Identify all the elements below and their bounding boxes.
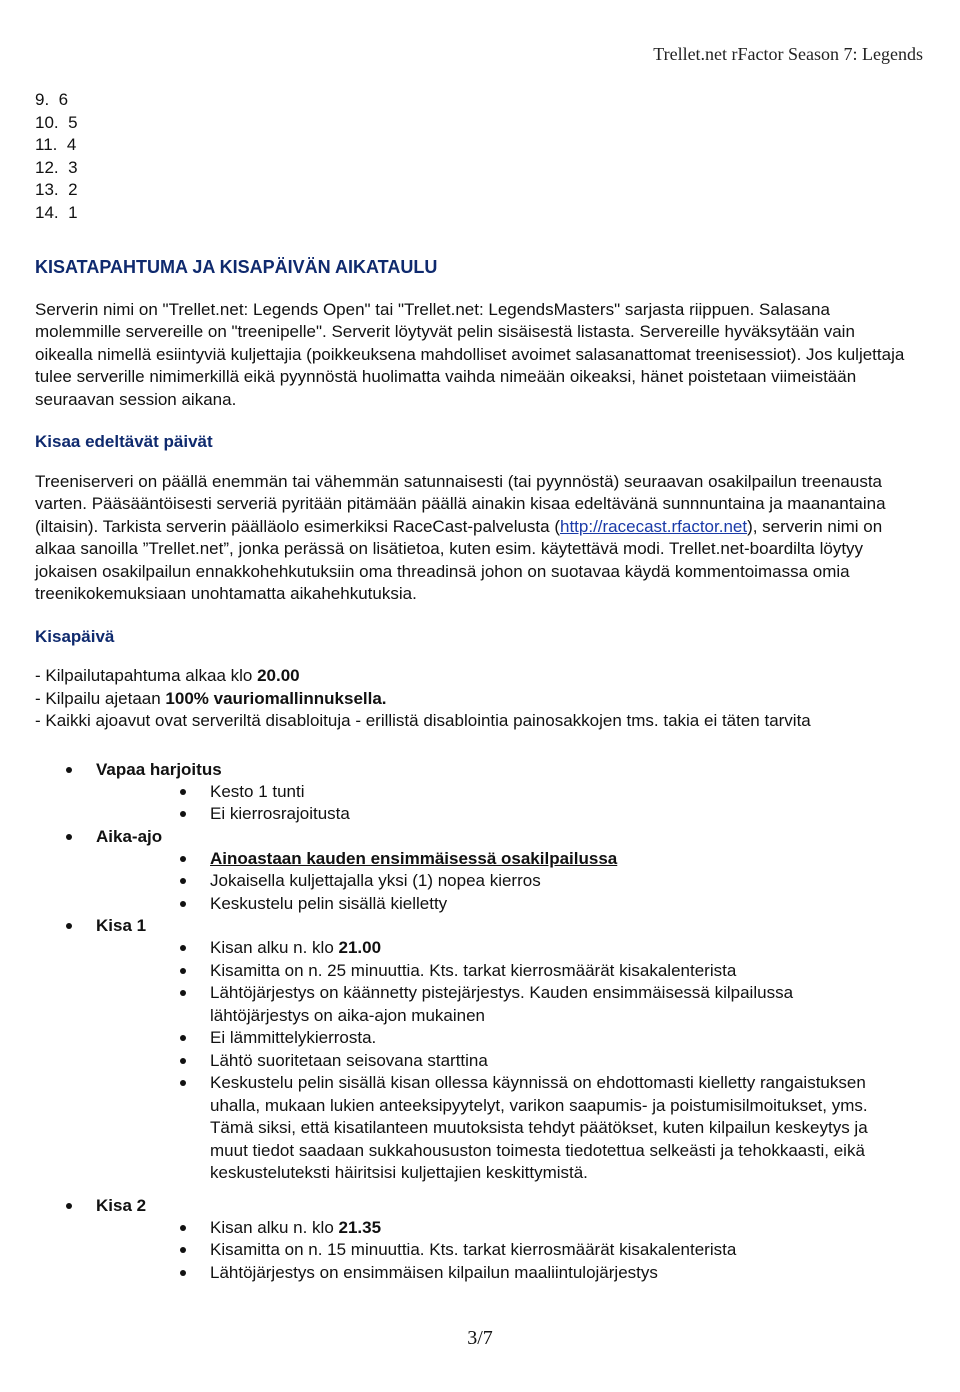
section-heading-race-day: Kisapäivä [35, 626, 115, 646]
list-item: Lähtöjärjestys on ensimmäisen kilpailun maaliintulojärjestys [35, 1262, 915, 1285]
session-race-2: Kisa 2 [35, 1195, 915, 1217]
page-header: Trellet.net rFactor Season 7: Legends [653, 44, 923, 64]
session-qualifying: Aika-ajo [35, 826, 915, 848]
list-item: Kisamitta on n. 25 minuuttia. Kts. tarkat kierrosmäärät kisakalenterista [35, 960, 915, 983]
session-list [35, 759, 915, 1285]
racecast-link[interactable]: http://racecast.rfactor.net [559, 516, 748, 536]
list-item: 14. 1 [35, 202, 78, 222]
list-item: Ei kierrosrajoitusta [35, 803, 915, 826]
bullet-icon [180, 945, 186, 951]
bullet-icon [66, 767, 72, 773]
bullet-icon [180, 1058, 186, 1064]
rule-line: - Kilpailu ajetaan 100% vauriomallinnuksella. [35, 688, 387, 708]
list-item: Kesto 1 tunti [35, 781, 915, 804]
section-heading-schedule: KISATAPAHTUMA JA KISAPÄIVÄN AIKATAULU [35, 257, 438, 277]
list-item: Keskustelu pelin sisällä kielletty [35, 893, 915, 916]
bullet-icon [180, 811, 186, 817]
bullet-icon [66, 923, 72, 929]
list-item: Jokaisella kuljettajalla yksi (1) nopea kierros [35, 870, 915, 893]
race-day-rules [35, 665, 915, 733]
document-body [35, 89, 915, 1284]
list-item: 13. 2 [35, 180, 78, 199]
rule-line: - Kilpailutapahtuma alkaa klo 20.00 [35, 666, 300, 685]
list-item: 9. 6 [35, 90, 69, 109]
paragraph-text: ), serverin nimi on alkaa sanoilla ”Trellet.net”, jonka perässä on lisätietoa, kuten esim. käytettävä modi. Trellet.net-boardilta löytyy jokaisen osakilpailun ennakkohehkutuksiin oma threadinsä johon on suotavaa käydä kommentoimassa omia treenikokemuksiaan unohtamatta aikahehkutuksia. [35, 516, 883, 603]
points-list [35, 89, 915, 224]
session-race-1: Kisa 1 [35, 915, 915, 937]
bullet-icon [180, 789, 186, 795]
list-item: Ainoastaan kauden ensimmäisessä osakilpailussa [35, 848, 915, 871]
bullet-icon [180, 878, 186, 884]
bullet-icon [180, 968, 186, 974]
page-number: 3/7 [467, 1327, 493, 1349]
bullet-icon [180, 1270, 186, 1276]
list-item: Lähtöjärjestys on käännetty pistejärjestys. Kauden ensimmäisessä kilpailussa lähtöjärjestys on aika-ajon mukainen [35, 982, 890, 1027]
list-item: Kisan alku n. klo 21.35 [35, 1217, 915, 1240]
list-item: 12. 3 [35, 157, 78, 177]
bullet-icon [66, 1203, 72, 1209]
list-item: Ei lämmittelykierrosta. [35, 1027, 915, 1050]
list-item: Kisan alku n. klo 21.00 [35, 937, 915, 960]
bullet-icon [180, 856, 186, 862]
list-item: Kisamitta on n. 15 minuuttia. Kts. tarkat kierrosmäärät kisakalenterista [35, 1239, 915, 1262]
bullet-icon [180, 1080, 186, 1086]
bullet-icon [180, 1225, 186, 1231]
paragraph-text: Treeniserveri on päällä enemmän tai vähemmän satunnaisesti (tai pyynnöstä) seuraavan osakilpailun treenausta varten. Pääsääntöisesti serveriä pyritään pitämään päällä ainakin kisaa edeltävänä sunnnuntaina ja maanantaina (iltaisin). Tarkista serverin päälläolo esimerkiksi RaceCast-palvelusta ( [35, 471, 886, 536]
list-item: Keskustelu pelin sisällä kisan ollessa käynnissä on ehdottomasti kielletty rangaistuksen uhalla, mukaan lukien anteeksipyytelyt, varikon saapumis- ja poistumisilmoitukset, yms. Tämä siksi, että kisatilanteen muutoksista tehdyt päätökset, kuten kilpailun keskeytys ja muut tiedot saadaan sukkahoususton toimesta tiedotettua selkeästi ja tehokkaasti, eikä keskusteluteksti häiritsisi kuljettajien keskittymistä. [35, 1072, 890, 1185]
session-practice: Vapaa harjoitus [35, 759, 915, 781]
bullet-icon [180, 1035, 186, 1041]
list-item: 10. 5 [35, 112, 78, 132]
bullet-icon [180, 990, 186, 996]
section-heading-pre-race-days: Kisaa edeltävät päivät [35, 432, 213, 451]
practice-server-paragraph [35, 471, 915, 606]
list-item: Lähtö suoritetaan seisovana starttina [35, 1050, 915, 1073]
bullet-icon [180, 901, 186, 907]
bullet-icon [66, 834, 72, 840]
list-item: 11. 4 [35, 135, 77, 154]
rule-line: - Kaikki ajoavut ovat serveriltä disabloituja - erillistä disablointia painosakkojen tms. takia ei täten tarvita [35, 711, 811, 730]
bullet-icon [180, 1247, 186, 1253]
server-info-paragraph: Serverin nimi on "Trellet.net: Legends Open" tai "Trellet.net: LegendsMasters" sarjasta riippuen. Salasana molemmille servereille on "treenipelle". Serverit löytyvät pelin sisäisestä listasta. Servereille hyväksytään vain oikealla nimellä esiintyviä kuljettajia (poikkeuksena mahdolliset avoimet salasanattomat treenisessiot). Jos kuljettaja tulee serverille nimimerkillä eikä pyynnöstä huolimatta vaihda nimeään oikeaksi, hänet poistetaan viimeistään seuraavan session aikana. [35, 299, 905, 409]
